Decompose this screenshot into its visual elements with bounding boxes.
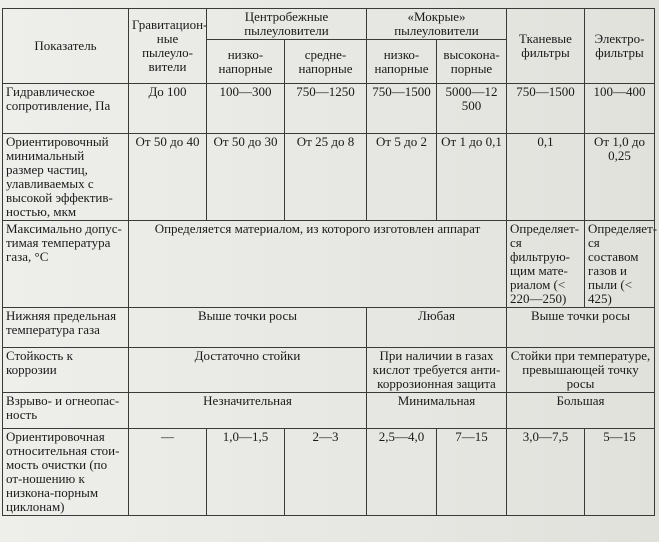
header-wet-low: низко-напорные — [367, 40, 437, 84]
table-cell: От 5 до 2 — [367, 134, 437, 221]
header-indicator: Показатель — [3, 9, 129, 84]
table-row — [3, 308, 655, 348]
table-cell: 3,0—7,5 — [507, 429, 585, 516]
header-electro: Электро-фильтры — [585, 9, 655, 84]
table-cell: От 1,0 до 0,25 — [585, 134, 655, 221]
row-label: Стойкость к коррозии — [3, 348, 129, 393]
table-cell-span: Выше точки росы — [129, 308, 367, 348]
table-cell-span: Минимальная — [367, 393, 507, 429]
row-label: Ориентировочная относительная стои-мость очистки (по от-ношению к низкона-порным циклонам) — [3, 429, 129, 516]
header-row-1 — [3, 9, 655, 40]
table-row — [3, 348, 655, 393]
header-fabric: Тканевые фильтры — [507, 9, 585, 84]
table-cell: 7—15 — [437, 429, 507, 516]
header-centrifugal: Центробежные пылеуловители — [207, 9, 367, 40]
table-cell: 0,1 — [507, 134, 585, 221]
header-centrifugal-low: низко-напорные — [207, 40, 285, 84]
header-wet-high: высоконa-порные — [437, 40, 507, 84]
table-cell-span: Любая — [367, 308, 507, 348]
row-label: Нижняя предельная температура газа — [3, 308, 129, 348]
table-cell: 750—1250 — [285, 84, 367, 134]
table-cell: 5000—12 500 — [437, 84, 507, 134]
header-wet: «Мокрые» пылеуловители — [367, 9, 507, 40]
table-cell: От 1 до 0,1 — [437, 134, 507, 221]
table-cell: 2,5—4,0 — [367, 429, 437, 516]
table-cell: 100—300 — [207, 84, 285, 134]
header-gravitational: Гравитацион-ные пылеуло-вители — [129, 9, 207, 84]
table-cell-span: Стойки при температуре, превышающей точку росы — [507, 348, 655, 393]
table-cell-span: При наличии в газах кислот требуется анти-коррозионная защита — [367, 348, 507, 393]
table-row — [3, 221, 655, 308]
table-row — [3, 84, 655, 134]
table-cell: Определяет-ся фильтрую-щим мате-риалом (< 220—250) — [507, 221, 585, 308]
row-label: Ориентировочный минимальный размер частиц, улавливаемых с высокой эффектив-ностью, мкм — [3, 134, 129, 221]
table-cell-span: Определяется материалом, из которого изготовлен аппарат — [129, 221, 507, 308]
table-cell: 5—15 — [585, 429, 655, 516]
table-cell-span: Незначительная — [129, 393, 367, 429]
table-cell: До 100 — [129, 84, 207, 134]
table-cell-span: Достаточно стойки — [129, 348, 367, 393]
table-cell: 1,0—1,5 — [207, 429, 285, 516]
table-cell-span: Большая — [507, 393, 655, 429]
table-cell-span: Выше точки росы — [507, 308, 655, 348]
table-cell: 100—400 — [585, 84, 655, 134]
table-cell: 750—1500 — [507, 84, 585, 134]
table-cell: 750—1500 — [367, 84, 437, 134]
row-label: Гидравлическое сопротивление, Па — [3, 84, 129, 134]
table-cell: 2—3 — [285, 429, 367, 516]
table-row — [3, 134, 655, 221]
table-cell: От 50 до 40 — [129, 134, 207, 221]
table-cell: От 50 до 30 — [207, 134, 285, 221]
header-centrifugal-mid: средне-напорные — [285, 40, 367, 84]
table-row — [3, 429, 655, 516]
dust-collector-comparison-table — [2, 8, 658, 516]
table-cell: — — [129, 429, 207, 516]
row-label: Взрыво- и огнеопас-ность — [3, 393, 129, 429]
table-cell: Определяет-ся составом газов и пыли (< 425) — [585, 221, 655, 308]
table-cell: От 25 до 8 — [285, 134, 367, 221]
row-label: Максимально допус-тимая температура газа, °С — [3, 221, 129, 308]
table-row — [3, 393, 655, 429]
